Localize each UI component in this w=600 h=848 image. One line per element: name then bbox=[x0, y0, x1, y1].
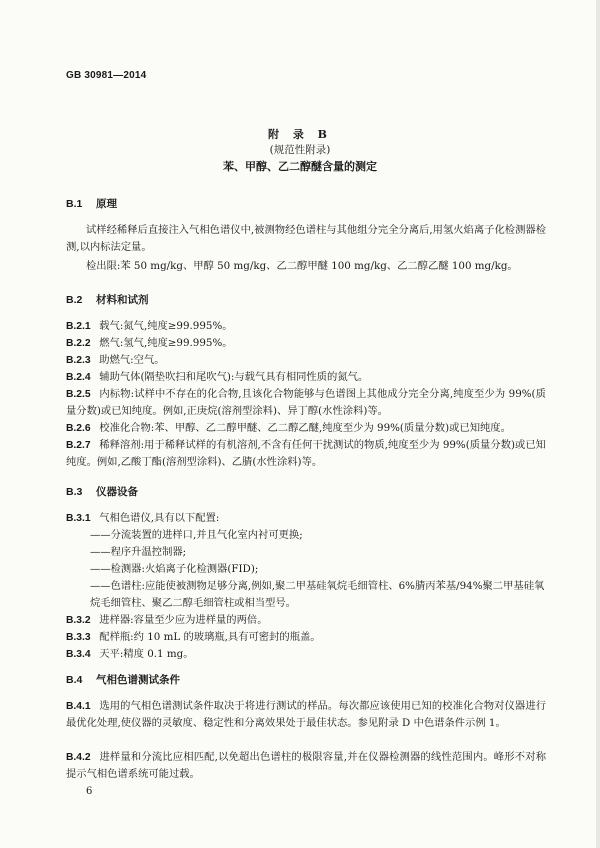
configuration-item: ——程序升温控制器; bbox=[90, 546, 187, 558]
item-number: B.3.3 bbox=[66, 632, 91, 643]
list-item bbox=[66, 352, 546, 369]
appendix-subtitle: 苯、甲醇、乙二醇醚含量的测定 bbox=[223, 160, 377, 173]
configuration-item: ——分流装置的进样口,并且气化室内衬可更换; bbox=[90, 529, 303, 541]
item-text: 配样瓶:约 10 mL 的玻璃瓶,具有可密封的瓶盖。 bbox=[99, 631, 321, 643]
appendix-type: (规范性附录) bbox=[269, 144, 331, 156]
item-number: B.3.4 bbox=[66, 649, 91, 660]
list-item bbox=[66, 386, 546, 420]
section-heading-b1 bbox=[66, 196, 117, 211]
item-number: B.2.4 bbox=[66, 372, 91, 383]
item-number: B.2.3 bbox=[66, 355, 91, 366]
item-text: 进样量和分流比应相匹配,以免超出色谱柱的极限容量,并在仪器检测器的线性范围内。峰形不对称提示气相色谱系统可能过载。 bbox=[66, 751, 546, 780]
list-item bbox=[66, 318, 546, 335]
list-item bbox=[66, 420, 546, 437]
section-number: B.2 bbox=[66, 294, 83, 306]
item-number: B.2.5 bbox=[66, 389, 91, 400]
section-heading-b4 bbox=[66, 672, 180, 687]
b1-paragraph-detection-limit: 检出限:苯 50 mg/kg、甲醇 50 mg/kg、乙二醇甲醚 100 mg/kg、乙二醇乙醚 100 mg/kg。 bbox=[86, 260, 518, 272]
list-item bbox=[66, 612, 546, 629]
list-item bbox=[66, 749, 546, 783]
item-text: 燃气:氢气,纯度≥99.995%。 bbox=[99, 337, 233, 349]
list-item bbox=[66, 369, 546, 386]
b1-paragraph-principle: 试样经稀释后直接注入气相色谱仪中,被测物经色谱柱与其他组分完全分离后,用氢火焰离子化检测器检测,以内标法定量。 bbox=[66, 224, 546, 253]
item-number: B.3.2 bbox=[66, 615, 91, 626]
item-number: B.2.2 bbox=[66, 338, 91, 349]
item-number: B.4.2 bbox=[66, 752, 91, 763]
appendix-title: 附 录 B bbox=[268, 128, 332, 141]
item-number: B.4.1 bbox=[66, 701, 91, 712]
list-item bbox=[66, 437, 546, 471]
section-title: 仪器设备 bbox=[96, 486, 138, 498]
item-text: 进样器:容量至少应为进样量的两倍。 bbox=[99, 614, 268, 626]
standard-code: GB 30981—2014 bbox=[66, 70, 147, 81]
configuration-item: ——检测器:火焰离子化检测器(FID); bbox=[90, 563, 259, 575]
item-text: 辅助气体(隔垫吹扫和尾吹气):与载气具有相同性质的氮气。 bbox=[99, 371, 369, 383]
section-heading-b3 bbox=[66, 484, 138, 499]
list-item bbox=[66, 646, 546, 663]
item-number: B.3.1 bbox=[66, 513, 91, 524]
section-heading-b2 bbox=[66, 292, 149, 307]
item-text: 载气:氮气,纯度≥99.995%。 bbox=[99, 320, 233, 332]
item-number: B.2.7 bbox=[66, 440, 91, 451]
section-number: B.3 bbox=[66, 486, 83, 498]
item-text: 助燃气:空气。 bbox=[99, 354, 165, 366]
item-text: 气相色谱仪,具有以下配置: bbox=[99, 512, 220, 524]
item-text: 内标物:试样中不存在的化合物,且该化合物能够与色谱图上其他成分完全分离,纯度至少为 99%(质量分数)或已知纯度。例如,正庚烷(溶剂型涂料)、异丁醇(水性涂料)等。 bbox=[66, 388, 546, 417]
item-text: 稀释溶剂:用于稀释试样的有机溶剂,不含有任何干扰测试的物质,纯度至少为 99%(质量分数)或已知纯度。例如,乙酸丁酯(溶剂型涂料)、乙腈(水性涂料)等。 bbox=[66, 439, 546, 468]
item-text: 选用的气相色谱测试条件取决于将进行测试的样品。每次都应该使用已知的校准化合物对仪器进行最优化处理,使仪器的灵敏度、稳定性和分离效果处于最佳状态。参见附录 D 中色谱条件示例 1。 bbox=[66, 700, 546, 729]
list-item bbox=[66, 629, 546, 646]
section-number: B.4 bbox=[66, 674, 83, 686]
section-title: 气相色谱测试条件 bbox=[96, 674, 180, 686]
list-item bbox=[66, 698, 546, 732]
item-number: B.2.6 bbox=[66, 423, 91, 434]
list-item bbox=[66, 510, 546, 527]
page-number: 6 bbox=[86, 786, 93, 797]
item-text: 校准化合物:苯、甲醇、乙二醇甲醚、乙二醇乙醚,纯度至少为 99%(质量分数)或已知纯度。 bbox=[99, 422, 511, 434]
item-text: 天平:精度 0.1 mg。 bbox=[99, 648, 194, 660]
section-title: 原理 bbox=[96, 198, 117, 210]
list-item bbox=[66, 335, 546, 352]
configuration-item: ——色谱柱:应能使被测物足够分离,例如,聚二甲基硅氧烷毛细管柱、6%腈丙苯基/94%聚二甲基硅氧烷毛细管柱、聚乙二醇毛细管柱或相当型号。 bbox=[90, 580, 545, 609]
item-number: B.2.1 bbox=[66, 321, 91, 332]
section-title: 材料和试剂 bbox=[96, 294, 149, 306]
section-number: B.1 bbox=[66, 198, 83, 210]
